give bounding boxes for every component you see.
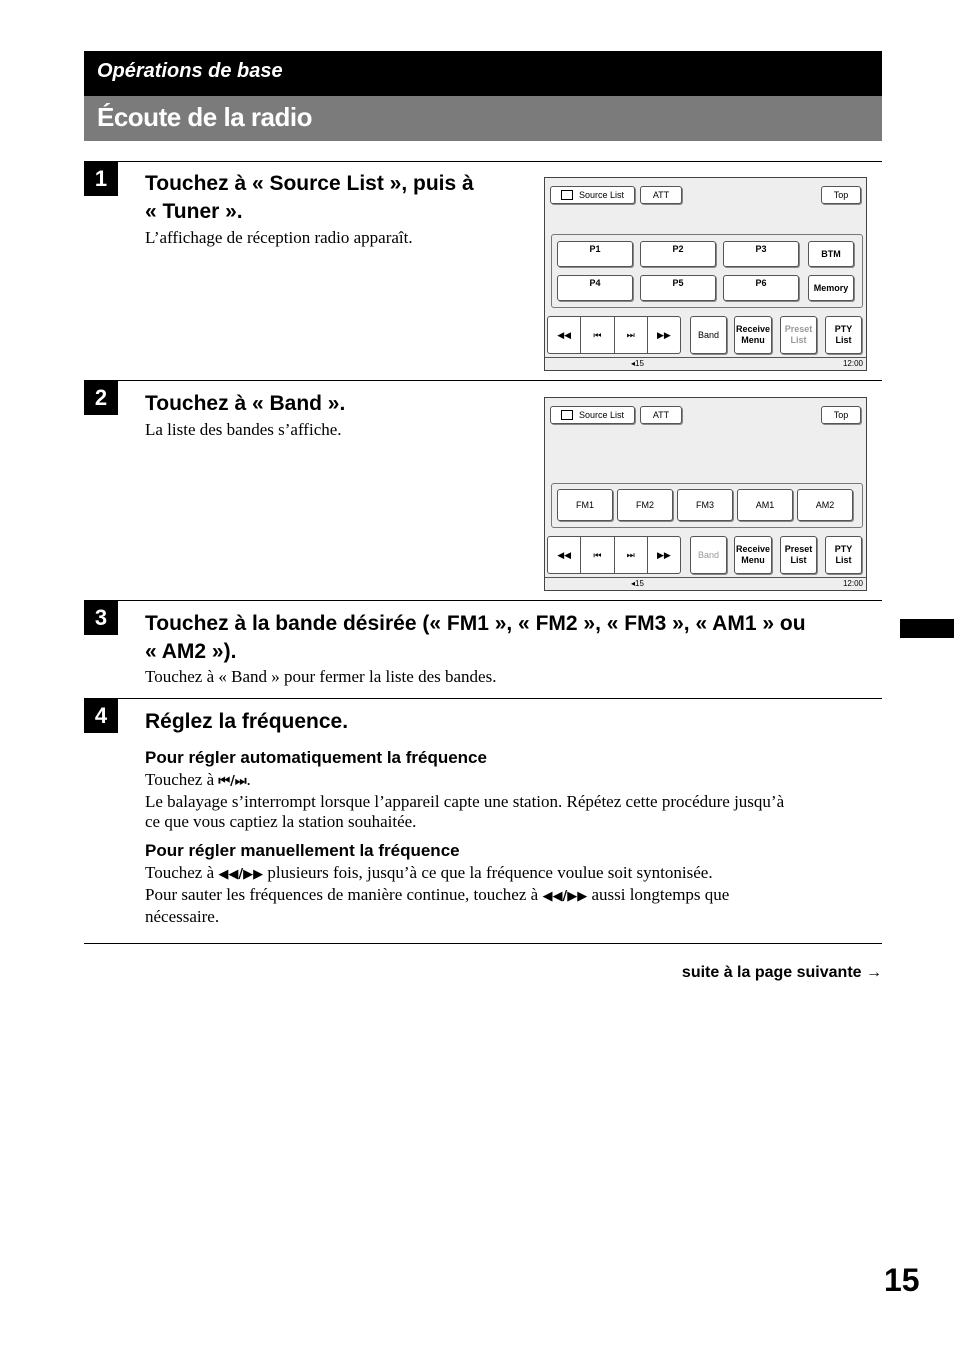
step-1-title-line2: « Tuner ». [145, 200, 243, 223]
top-button[interactable]: Top [821, 186, 861, 204]
fast-forward-button[interactable]: ▶▶ [656, 329, 671, 340]
section-title: Opérations de base [97, 60, 283, 82]
step-3-text: Touchez à « Band » pour fermer la liste des bandes. [145, 667, 497, 686]
rewind-button[interactable]: ◀◀ [548, 537, 581, 573]
auto-tune-heading: Pour régler automatiquement la fréquence [145, 748, 487, 767]
step-2-text: La liste des bandes s’affiche. [145, 420, 342, 439]
step-2-title: Touchez à « Band ». [145, 392, 346, 415]
page-title: Écoute de la radio [97, 102, 312, 132]
band-fm3[interactable]: FM3 [677, 489, 733, 521]
manual-tune-line1-post: plusieurs fois, jusqu’à ce que la fréquence voulue soit syntonisée. [263, 863, 713, 882]
volume-indicator [631, 579, 644, 588]
btm-button[interactable]: BTM [808, 241, 854, 267]
step-1-title [145, 170, 474, 226]
step-number-3: 3 [84, 601, 118, 635]
step-3-title [145, 610, 806, 666]
band-am1[interactable]: AM1 [737, 489, 793, 521]
rewind-button[interactable]: ◀◀ [548, 317, 581, 353]
manual-tune-line3: nécessaire. [145, 907, 220, 926]
auto-tune-line1 [145, 770, 882, 792]
volume-value: 15 [635, 579, 644, 588]
divider [84, 943, 882, 944]
receive-menu-button[interactable]: Receive Menu [734, 316, 772, 354]
step-number-4: 4 [84, 699, 118, 733]
preset-list-button[interactable]: Preset List [780, 316, 817, 354]
preset-list-button[interactable]: Preset List [780, 536, 817, 574]
step-3-title-line1: Touchez à la bande désirée (« FM1 », « FM2 », « FM3 », « AM1 » ou [145, 612, 806, 635]
divider [84, 600, 882, 601]
manual-tune-line2 [145, 885, 882, 907]
band-button[interactable]: Band [690, 536, 727, 574]
att-button[interactable]: ATT [640, 406, 682, 424]
preset-p4[interactable]: P4 [557, 275, 633, 301]
skip-buttons-symbol: ⏮/⏭ [218, 774, 247, 789]
manual-tune-line2-pre: Pour sauter les fréquences de manière continue, touchez à [145, 885, 543, 904]
divider [84, 380, 882, 381]
preset-p3[interactable]: P3 [723, 241, 799, 267]
auto-tune-line1-pre: Touchez à [145, 770, 219, 789]
preset-p2[interactable]: P2 [640, 241, 716, 267]
page-number: 15 [884, 1262, 920, 1298]
step-1-text: L’affichage de réception radio apparaît. [145, 228, 413, 247]
source-list-button[interactable] [550, 186, 635, 204]
step-number-2: 2 [84, 381, 118, 415]
top-button[interactable]: Top [821, 406, 861, 424]
preset-p6[interactable]: P6 [723, 275, 799, 301]
band-fm2[interactable]: FM2 [617, 489, 673, 521]
step-number-1: 1 [84, 162, 118, 196]
status-bar [545, 577, 866, 590]
source-icon [561, 190, 573, 200]
seek-buttons-symbol: ◀◀/▶▶ [218, 867, 264, 882]
step-3-title-line2: « AM2 »). [145, 640, 237, 663]
step-4-title: Réglez la fréquence. [145, 710, 349, 733]
section-header [84, 51, 882, 96]
band-list-screen [544, 397, 867, 591]
step-1-title-line1: Touchez à « Source List », puis à [145, 172, 474, 195]
manual-tune-line1 [145, 863, 882, 885]
volume-value: 15 [635, 359, 644, 368]
band-button[interactable]: Band [690, 316, 727, 354]
preset-p1[interactable]: P1 [557, 241, 633, 267]
divider [84, 161, 882, 162]
clock: 12:00 [842, 579, 863, 588]
next-button[interactable]: ⏭ [615, 537, 648, 573]
page-header [84, 96, 882, 141]
clock: 12:00 [842, 359, 863, 368]
source-list-label: Source List [578, 189, 625, 200]
memory-button[interactable]: Memory [808, 275, 854, 301]
seek-buttons-symbol: ◀◀/▶▶ [542, 889, 588, 904]
pty-list-button[interactable]: PTY List [825, 316, 862, 354]
preset-p5[interactable]: P5 [640, 275, 716, 301]
source-list-button[interactable] [550, 406, 635, 424]
manual-tune-line2-post: aussi longtemps que [587, 885, 730, 904]
manual-tune-heading: Pour régler manuellement la fréquence [145, 841, 460, 860]
att-button[interactable]: ATT [640, 186, 682, 204]
auto-tune-line2: Le balayage s’interrompt lorsque l’appareil capte une station. Répétez cette procédure jusqu’à [145, 792, 785, 811]
volume-indicator [631, 359, 644, 368]
fast-forward-button[interactable]: ▶▶ [656, 549, 671, 560]
transport-controls [547, 316, 681, 354]
pty-list-button[interactable]: PTY List [825, 536, 862, 574]
auto-tune-line3: ce que vous captiez la station souhaitée. [145, 812, 417, 831]
speaker-icon: ◂ [631, 359, 636, 368]
band-am2[interactable]: AM2 [797, 489, 853, 521]
continue-note: suite à la page suivante → [681, 964, 882, 981]
receive-menu-button[interactable]: Receive Menu [734, 536, 772, 574]
band-fm1[interactable]: FM1 [557, 489, 613, 521]
side-tab-marker [900, 619, 954, 638]
source-icon [561, 410, 573, 420]
divider [84, 698, 882, 699]
speaker-icon: ◂ [631, 579, 636, 588]
manual-tune-text [145, 863, 882, 927]
previous-button[interactable]: ⏮ [581, 317, 614, 353]
next-button[interactable]: ⏭ [615, 317, 648, 353]
auto-tune-line1-post: . [246, 770, 251, 789]
previous-button[interactable]: ⏮ [581, 537, 614, 573]
source-list-label: Source List [578, 409, 625, 420]
transport-controls [547, 536, 681, 574]
manual-tune-line1-pre: Touchez à [145, 863, 219, 882]
auto-tune-text [145, 770, 882, 832]
status-bar [545, 357, 866, 370]
tuner-screen [544, 177, 867, 371]
